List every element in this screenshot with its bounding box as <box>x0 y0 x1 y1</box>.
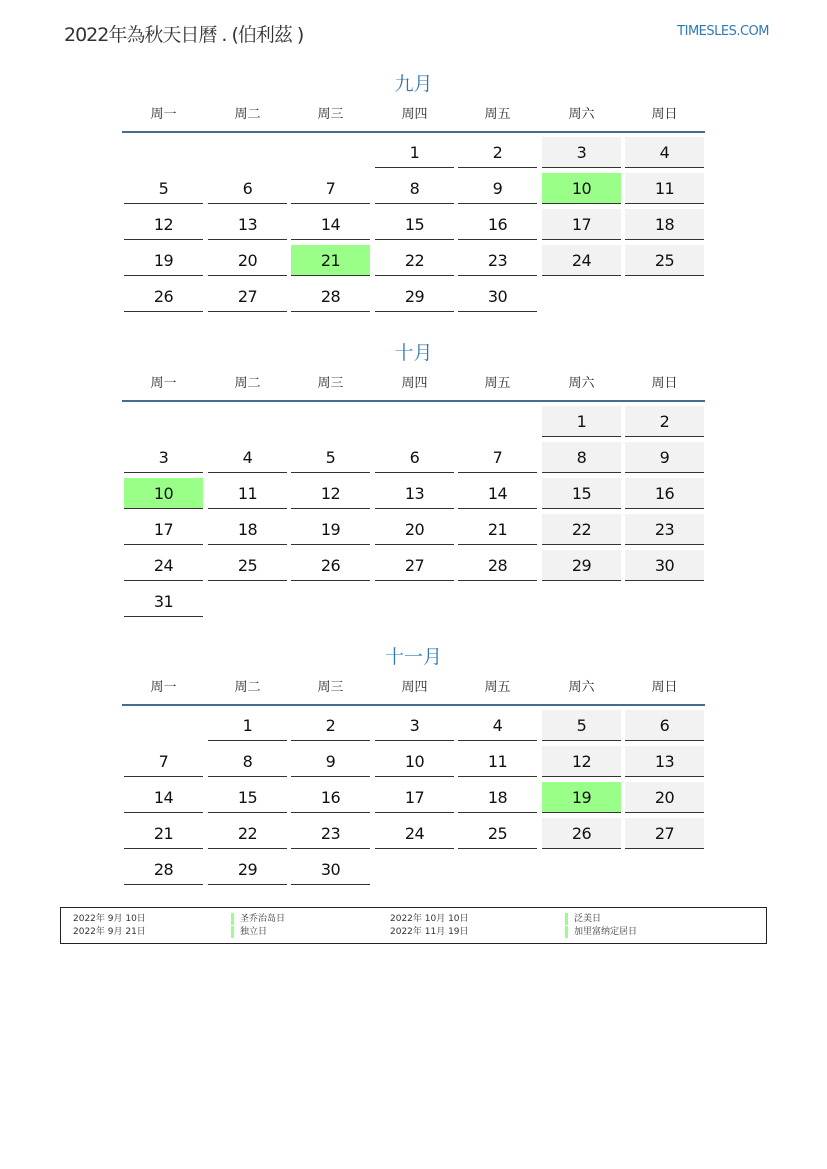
weekday-label: 周四 <box>401 680 428 695</box>
weekday-label: 周五 <box>484 107 511 122</box>
day-cell: 22 <box>208 818 287 849</box>
day-cell: 14 <box>124 782 203 813</box>
weekday-label: 周三 <box>317 107 344 122</box>
day-cell: 20 <box>625 782 704 813</box>
day-cell: 30 <box>458 281 537 312</box>
weekday-label: 周五 <box>484 376 511 391</box>
day-cell: 26 <box>291 550 370 581</box>
day-cell: 25 <box>625 245 704 276</box>
day-cell: 1 <box>542 406 621 437</box>
day-cell: 24 <box>542 245 621 276</box>
day-cell: 5 <box>291 442 370 473</box>
day-cell: 17 <box>124 514 203 545</box>
legend-holiday-name: 加里富纳定居日 <box>565 926 637 938</box>
day-cell: 29 <box>542 550 621 581</box>
weekday-label: 周五 <box>484 680 511 695</box>
day-cell: 5 <box>542 710 621 741</box>
day-cell: 27 <box>375 550 454 581</box>
weekday-label: 周四 <box>401 107 428 122</box>
month-name: 十月 <box>394 342 433 364</box>
day-cell: 11 <box>458 746 537 777</box>
page-title: 2022年為秋天日曆 . (伯利茲 ) <box>64 24 304 46</box>
weekday-label: 周日 <box>651 107 678 122</box>
day-cell: 16 <box>458 209 537 240</box>
weekday-label: 周二 <box>234 680 261 695</box>
weekday-label: 周日 <box>651 376 678 391</box>
day-cell: 15 <box>542 478 621 509</box>
site-link[interactable]: TIMESLES.COM <box>677 24 769 39</box>
day-cell: 9 <box>291 746 370 777</box>
day-cell: 19 <box>291 514 370 545</box>
weekday-label: 周一 <box>150 376 177 391</box>
day-cell: 1 <box>375 137 454 168</box>
weekday-header <box>122 99 705 133</box>
day-cell: 15 <box>208 782 287 813</box>
day-cell: 8 <box>208 746 287 777</box>
day-cell: 14 <box>458 478 537 509</box>
day-cell: 12 <box>542 746 621 777</box>
day-cell: 23 <box>291 818 370 849</box>
day-cell: 20 <box>375 514 454 545</box>
day-cell: 17 <box>542 209 621 240</box>
day-cell: 14 <box>291 209 370 240</box>
day-cell: 30 <box>625 550 704 581</box>
day-cell: 6 <box>625 710 704 741</box>
day-cell: 7 <box>458 442 537 473</box>
month-calendar <box>122 642 705 879</box>
legend-date: 2022年 9月 21日 <box>73 927 146 937</box>
legend-date: 2022年 10月 10日 <box>390 914 469 924</box>
day-cell: 23 <box>458 245 537 276</box>
day-cell: 11 <box>208 478 287 509</box>
day-cell: 22 <box>375 245 454 276</box>
weekday-label: 周三 <box>317 376 344 391</box>
day-cell: 23 <box>625 514 704 545</box>
day-cell: 8 <box>542 442 621 473</box>
day-cell: 18 <box>208 514 287 545</box>
day-cell: 7 <box>291 173 370 204</box>
page-header <box>64 20 769 48</box>
day-cell: 10 <box>375 746 454 777</box>
day-cell: 9 <box>625 442 704 473</box>
day-cell: 24 <box>375 818 454 849</box>
day-cell: 13 <box>208 209 287 240</box>
day-cell: 25 <box>208 550 287 581</box>
day-cell: 4 <box>458 710 537 741</box>
weekday-label: 周六 <box>568 680 595 695</box>
legend-date: 2022年 9月 10日 <box>73 914 146 924</box>
day-cell: 2 <box>291 710 370 741</box>
weekday-label: 周一 <box>150 107 177 122</box>
weekday-label: 周六 <box>568 376 595 391</box>
day-cell: 7 <box>124 746 203 777</box>
day-cell: 26 <box>124 281 203 312</box>
holiday-day-cell: 19 <box>542 782 621 813</box>
day-cell: 17 <box>375 782 454 813</box>
day-cell: 18 <box>458 782 537 813</box>
day-cell: 8 <box>375 173 454 204</box>
legend-holiday-name: 圣乔治岛日 <box>231 913 285 925</box>
day-cell: 21 <box>124 818 203 849</box>
weekday-label: 周一 <box>150 680 177 695</box>
day-cell: 16 <box>625 478 704 509</box>
day-cell: 12 <box>124 209 203 240</box>
day-cell: 20 <box>208 245 287 276</box>
day-cell: 26 <box>542 818 621 849</box>
day-cell: 15 <box>375 209 454 240</box>
holiday-day-cell: 10 <box>542 173 621 204</box>
month-name: 九月 <box>394 73 433 95</box>
day-cell: 12 <box>291 478 370 509</box>
day-cell: 2 <box>458 137 537 168</box>
month-calendar <box>122 338 705 611</box>
holiday-legend <box>60 907 767 944</box>
weekday-header <box>122 672 705 706</box>
day-cell: 9 <box>458 173 537 204</box>
day-cell: 30 <box>291 854 370 885</box>
day-cell: 27 <box>625 818 704 849</box>
day-cell: 31 <box>124 586 203 617</box>
day-cell: 22 <box>542 514 621 545</box>
weekday-label: 周四 <box>401 376 428 391</box>
day-cell: 18 <box>625 209 704 240</box>
day-cell: 25 <box>458 818 537 849</box>
legend-date: 2022年 11月 19日 <box>390 927 469 937</box>
day-cell: 19 <box>124 245 203 276</box>
weekday-label: 周二 <box>234 376 261 391</box>
holiday-day-cell: 10 <box>124 478 203 509</box>
day-cell: 2 <box>625 406 704 437</box>
day-cell: 29 <box>375 281 454 312</box>
legend-holiday-name: 独立日 <box>231 926 267 938</box>
day-cell: 28 <box>458 550 537 581</box>
weekday-label: 周六 <box>568 107 595 122</box>
day-cell: 11 <box>625 173 704 204</box>
day-cell: 13 <box>375 478 454 509</box>
weekday-label: 周三 <box>317 680 344 695</box>
day-cell: 1 <box>208 710 287 741</box>
day-cell: 21 <box>458 514 537 545</box>
month-calendar <box>122 69 705 306</box>
holiday-day-cell: 21 <box>291 245 370 276</box>
day-cell: 3 <box>542 137 621 168</box>
day-cell: 4 <box>208 442 287 473</box>
day-cell: 28 <box>124 854 203 885</box>
month-name: 十一月 <box>384 646 442 668</box>
day-cell: 24 <box>124 550 203 581</box>
day-cell: 6 <box>208 173 287 204</box>
legend-holiday-name: 泛美日 <box>565 913 601 925</box>
day-cell: 3 <box>375 710 454 741</box>
day-cell: 6 <box>375 442 454 473</box>
day-cell: 13 <box>625 746 704 777</box>
weekday-header <box>122 368 705 402</box>
day-cell: 5 <box>124 173 203 204</box>
day-cell: 16 <box>291 782 370 813</box>
day-cell: 4 <box>625 137 704 168</box>
day-cell: 28 <box>291 281 370 312</box>
day-cell: 29 <box>208 854 287 885</box>
weekday-label: 周二 <box>234 107 261 122</box>
day-cell: 27 <box>208 281 287 312</box>
weekday-label: 周日 <box>651 680 678 695</box>
day-cell: 3 <box>124 442 203 473</box>
